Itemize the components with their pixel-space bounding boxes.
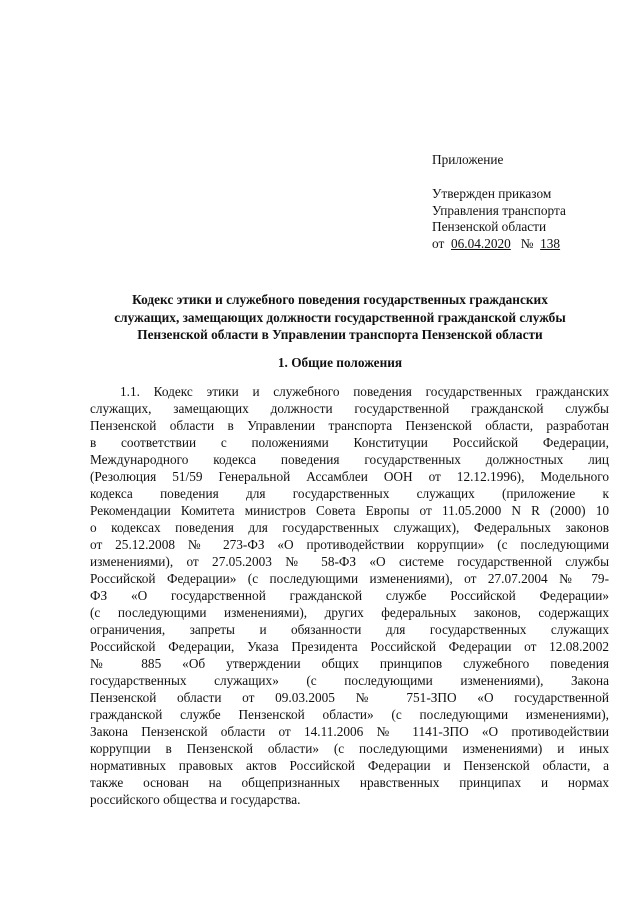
order-date: 06.04.2020 <box>450 236 511 252</box>
paragraph-line: Пензенской области в Управлении транспорта Пензенской области, разработан <box>90 418 609 433</box>
paragraph-line: 1.1. Кодекс этики и служебного поведения государственных гражданских <box>120 384 609 399</box>
paragraph-line: Российской Федерации» (с последующими изменениями), от 27.07.2004 № 79- <box>90 571 609 586</box>
paragraph-line: № 885 «Об утверждении общих принципов служебного поведения <box>90 656 609 671</box>
title-line: Кодекс этики и служебного поведения государственных гражданских <box>132 292 548 307</box>
paragraph-line: (Резолюция 51/59 Генеральной Ассамблеи ООН от 12.12.1996), Модельного <box>90 469 609 484</box>
paragraph-line: кодекса поведения для государственных служащих (приложение к <box>90 486 609 501</box>
order-from: от <box>432 236 445 252</box>
paragraph-line: Закона Пензенской области от 14.11.2006 № 1141-ЗПО «О противодействии <box>90 724 609 739</box>
paragraph-line: государственных служащих» (с последующими изменениями), Закона <box>90 673 609 688</box>
title-line: Пензенской области в Управлении транспорта Пензенской области <box>137 327 543 343</box>
order-number: 138 <box>540 236 561 252</box>
paragraph-line: ограничения, запреты и обязанности для государственных служащих <box>90 622 609 637</box>
paragraph-line: нормативных правовых актов Российской Федерации и Пензенской области, а <box>90 758 609 773</box>
paragraph-line: Рекомендации Комитета министров Совета Европы от 11.05.2000 N R (2000) 10 <box>90 503 609 518</box>
paragraph-line: Пензенской области от 09.03.2005 № 751-ЗПО «О государственной <box>90 690 609 705</box>
paragraph-line: Российской Федерации, Указа Президента Российской Федерации от 12.08.2002 <box>90 639 609 654</box>
paragraph-line: служащих, замещающих должности государственной гражданской службы <box>90 401 609 416</box>
paragraph-1-1 <box>90 383 609 808</box>
paragraph-line: Международного кодекса поведения государственных должностных лиц <box>90 452 609 467</box>
order-line <box>432 236 566 253</box>
paragraph-line: также основан на общепризнанных нравственных принципах и нормах <box>90 775 609 790</box>
section-heading: 1. Общие положения <box>277 355 403 370</box>
paragraph-line: гражданской службе Пензенской области» (с последующими изменениями), <box>90 707 609 722</box>
approved-line: Утвержден приказом <box>432 185 552 201</box>
paragraph-line: коррупции в Пензенской области» (с последующими изменениями) и иных <box>90 741 609 756</box>
document-title <box>60 291 620 344</box>
paragraph-line: российского общества и государства. <box>90 792 301 807</box>
title-line: служащих, замещающих должности государственной гражданской службы <box>114 309 566 325</box>
paragraph-line: от 25.12.2008 № 273-ФЗ «О противодействии коррупции» (с последующими <box>90 537 609 552</box>
approval-block <box>432 152 566 253</box>
paragraph-line: о кодексах поведения для государственных служащих), Федеральных законов <box>90 520 609 535</box>
paragraph-line: (с последующими изменениями), других федеральных законов, содержащих <box>90 605 609 620</box>
order-number-sign: № <box>520 236 534 252</box>
paragraph-line: в соответствии с положениями Конституции Российской Федерации, <box>90 435 609 450</box>
paragraph-line: ФЗ «О государственной гражданской службе Российской Федерации» <box>90 588 609 603</box>
approval-spacer <box>432 169 566 186</box>
paragraph-line: изменениями), от 27.05.2003 № 58-ФЗ «О системе государственной службы <box>90 554 609 569</box>
approved-line: Пензенской области <box>432 219 547 235</box>
approved-line: Управления транспорта <box>432 202 566 218</box>
appendix-label: Приложение <box>432 152 504 167</box>
